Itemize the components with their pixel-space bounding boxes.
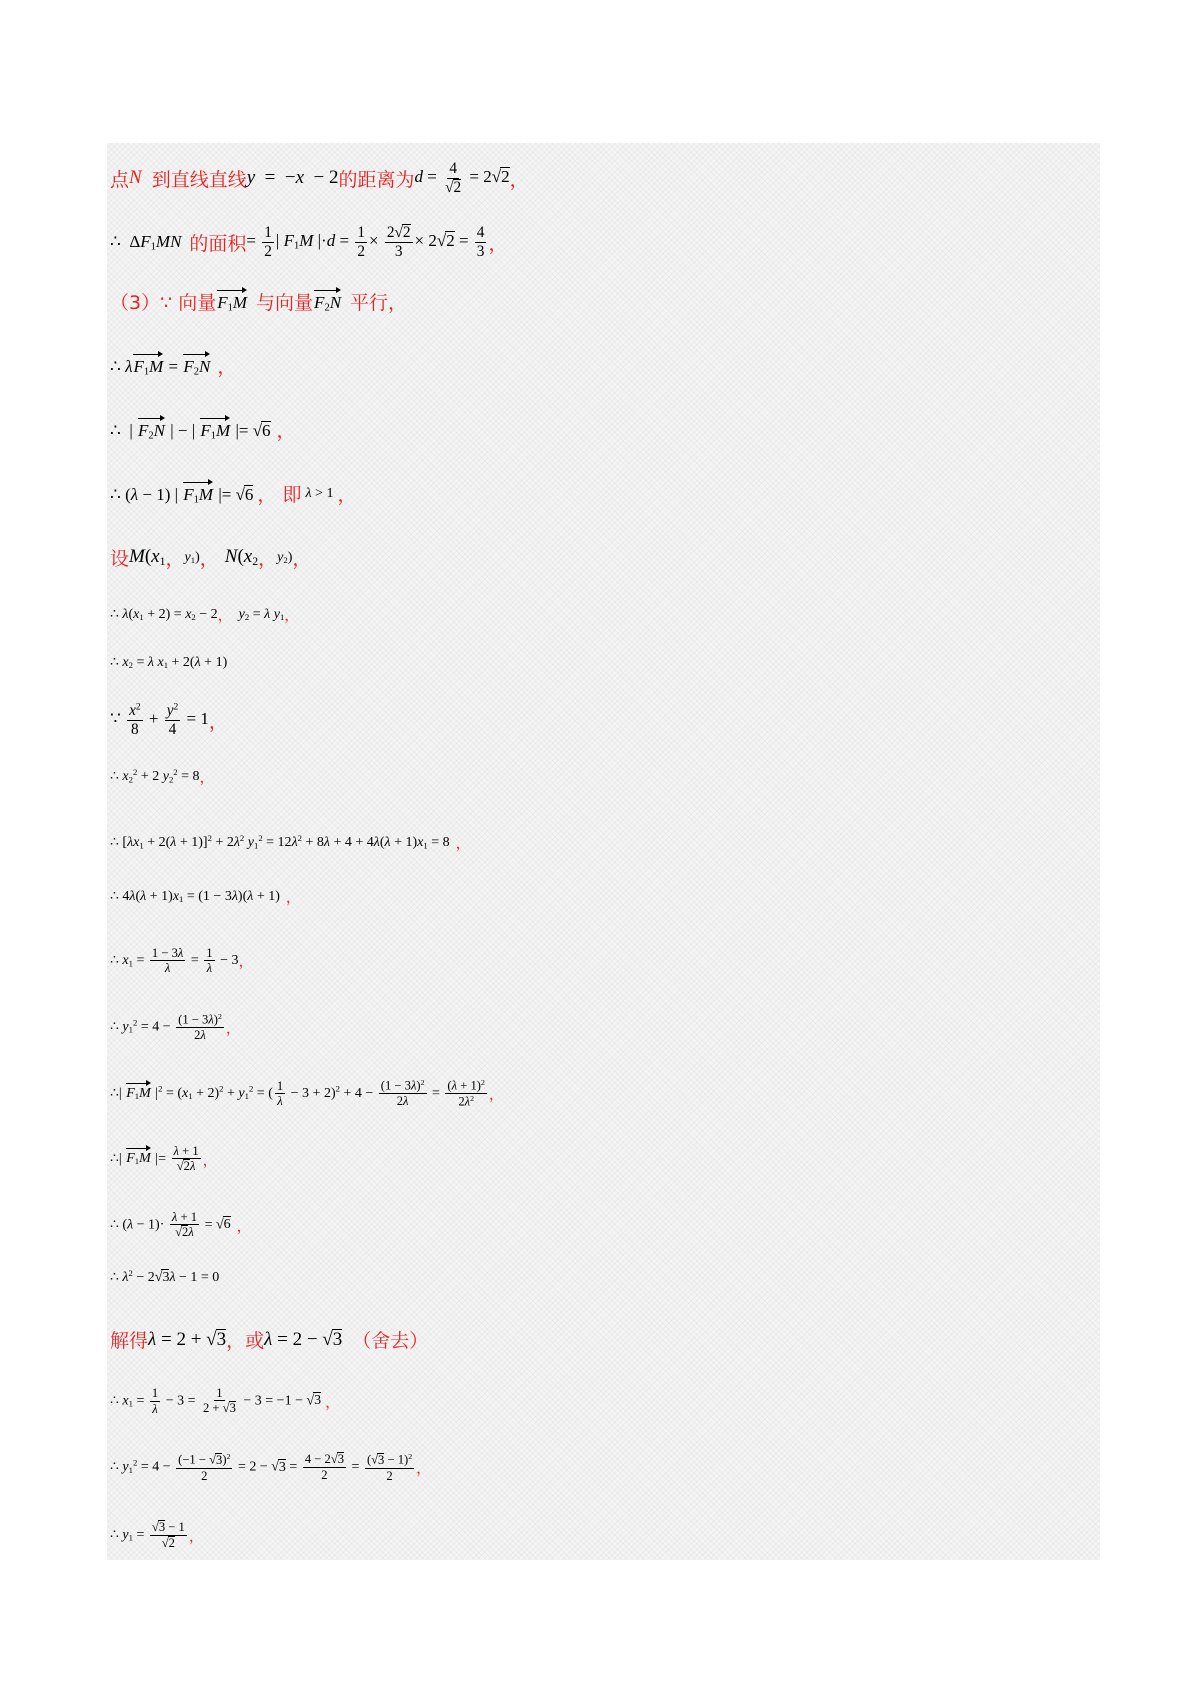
line-distance: 点 N 到直线直线 y = −x − 2 的距离为 d = $\frac{4}{√2}$ = 2√2 ， [110, 160, 529, 196]
line-vector-relation: ∴ $\lambda F_1M = F_2N$ ， [110, 352, 236, 379]
text-dian: 点 [110, 168, 130, 191]
line-lambda-equation: ∴ (λ − 1)· $\frac{\lambda + 1}{√2\lambda}$ = √6 ， [110, 1210, 252, 1240]
part-3-label: （3）∵ [110, 292, 173, 314]
line-y1-squared: ∴ $y_1^2 = 4$ − $\frac{(1 - 3\lambda)^2}{2\lambda}$ ， [110, 1012, 241, 1043]
line-magnitude-diff: ∴ | $F_2N$ | − | $F_1M$ |= √6 ， [110, 416, 296, 443]
line-quadratic: ∴ $\lambda^2 - 2√3\lambda - 1 = 0$ [110, 1268, 220, 1286]
line-area: ∴ $\Delta F_1MN$ 的面积 = $\frac{1}{2}$ | $F_1M$ |·d = $\frac{1}{2}$ × $\frac{2√2}{3}$ × 2√2 = $\frac{4}{3}$ ， [110, 224, 508, 260]
line-f1m: ∴| $F_1M$ |= $\frac{\lambda + 1}{√2\lambda}$ ， [110, 1144, 218, 1174]
line-ellipse: ∵ $\frac{x^2}{8}$ + $\frac{y^2}{4}$ = 1 ， [110, 702, 228, 738]
text-to-line: 到直线直线 [151, 168, 247, 191]
line-solution: 解得 λ = 2 + √3 ，或 λ = 2 − √3 （舍去） [110, 1328, 429, 1352]
line-set-points: 设 $M(x_1$ ， $y_1$) ， $N(x_2$ ， $y_2$) ， [110, 546, 312, 570]
line-part3: （3）∵ 向量 $F_1M$ 与向量 $F_2N$ 平行， [110, 288, 407, 315]
text-distance: 的距离为 [338, 168, 415, 191]
line-x1-value: ∴ $x_1$ = $\frac{1}{\lambda}$ − 3 = $\frac{1}{2 + √3}$ − 3 = −1 − √3 ， [110, 1386, 341, 1416]
line-simplify: ∴ $4\lambda(\lambda + 1)x_1 = (1 - 3\lambda)(\lambda + 1)$ ， [110, 888, 301, 906]
line-y1: ∴ $y_1$ = $\frac{√3 - 1}{√2}$ ， [110, 1520, 204, 1550]
line-x1: ∴ $x_1$ = $\frac{1 - 3\lambda}{\lambda}$ = $\frac{1}{\lambda}$ − 3 ， [110, 946, 254, 976]
line-equation: y = −x − 2 [246, 167, 339, 189]
line-f1m-squared: ∴| $F_1M$ $|^2 = (x_1 + 2)^2 + y_1^2$ = ( $\frac{1}{\lambda}$ − 3 + 2)$^2$ + 4 − $\frac{(1 - 3\lambda)^2}{2\lambda}$ = $\frac{(\lambda + 1)^2}{2\lambda^2}$ ， [110, 1078, 504, 1109]
line-x2: ∴ $x_2 = \lambda$ $x_1 + 2(\lambda + 1)$ [110, 655, 228, 671]
line-y1-value: ∴ $y_1^2 = 4$ − $\frac{(-1 - √3)^2}{2}$ = 2 − √3 = $\frac{4 - 2√3}{2}$ = $\frac{(√3 - 1)^2}{2}$ ， [110, 1452, 432, 1483]
area-formula: = $\frac{1}{2}$ | $F_1M$ |·d = $\frac{1}{2}$ × $\frac{2√2}{3}$ × 2√2 = $\frac{4}{3}$ [246, 224, 485, 260]
line-ellipse-n: ∴ $x_2^2 + 2$ $y_2^2 = 8$ ， [110, 767, 215, 786]
distance-formula: d = $\frac{4}{√2}$ = 2√2 [414, 160, 510, 196]
line-substitute: ∴ $[\lambda x_1 + 2(\lambda + 1)]^2 + 2\lambda^2$ $y_1^2 = 12\lambda^2 + 8\lambda + 4 + 4\lambda(\lambda + 1)x_1 = 8$ ， [110, 833, 471, 852]
line-lambda-gt-1: ∴ (λ − 1) | $F_1M$ |= √6 ， 即 λ > 1 ， [110, 480, 356, 507]
line-coordinates: ∴ $\lambda(x_1 + 2) = x_2 - 2$ ， $y_2 = \lambda$ $y_1$ ， [110, 606, 300, 624]
